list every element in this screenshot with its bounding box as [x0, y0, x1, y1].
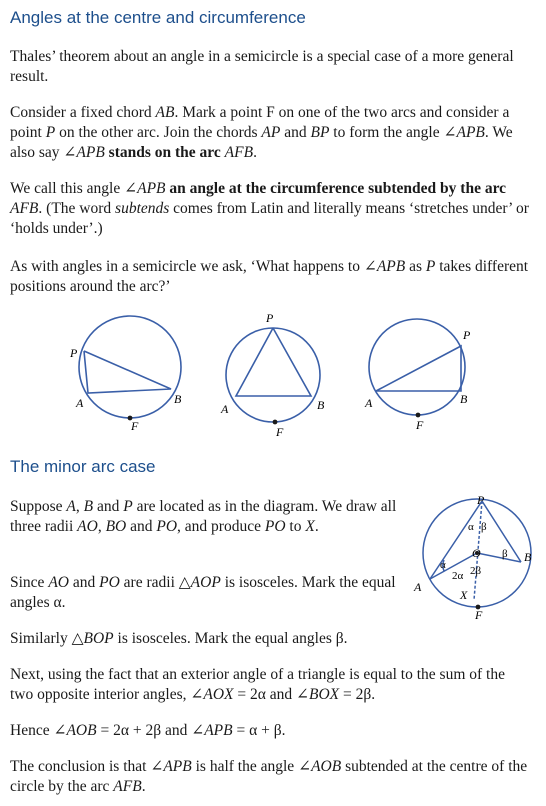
paragraph-question: As with angles in a semicircle we ask, ‘What happens to ∠APB as P takes different positions around the arc?’ [10, 258, 529, 295]
label-alpha-top: α [468, 521, 474, 533]
circle-diagram-3 [369, 319, 465, 415]
page-title: Angles at the centre and circumference [10, 8, 306, 27]
paragraph-hence: Hence ∠AOB = 2α + 2β and ∠APB = α + β. [10, 722, 286, 739]
label-f-3: F [416, 418, 424, 432]
label-f-2: F [276, 425, 284, 439]
label-p-minor: P [477, 493, 485, 507]
label-two-alpha: 2α [452, 570, 464, 582]
label-f-minor: F [475, 608, 483, 622]
arc-positions-figure [0, 305, 546, 445]
paragraph-isosceles-aop: Since AO and PO are radii △AOP is isosceles. Mark the equal angles α. [10, 574, 396, 611]
label-a-1: A [76, 396, 84, 410]
label-x: X [460, 588, 468, 602]
label-b-3: B [460, 392, 468, 406]
paragraph-isosceles-bop: Similarly △BOP is isosceles. Mark the equal angles β. [10, 630, 348, 647]
label-p-3: P [463, 328, 471, 342]
label-two-beta: 2β [470, 565, 482, 577]
label-b-minor: B [524, 550, 532, 564]
paragraph-chord: Consider a fixed chord AB. Mark a point F on one of the two arcs and consider a point P on the other arc. Join the chords AP and BP to form the angle ∠APB. We also say ∠APB stands on the arc AFB. [10, 104, 513, 161]
label-alpha-left: α [440, 559, 446, 571]
circle-diagram-2 [226, 328, 320, 422]
label-a-minor: A [414, 580, 422, 594]
paragraph-exterior-angle: Next, using the fact that an exterior angle of a triangle is equal to the sum of the two opposite interior angles, ∠AOX = 2α and ∠BOX = 2β. [10, 666, 505, 703]
point-f-2 [273, 420, 278, 425]
label-a-2: A [221, 402, 229, 416]
label-p-1: P [70, 346, 78, 360]
paragraph-definition: We call this angle ∠APB an angle at the circumference subtended by the arc AFB. (The word subtends comes from Latin and literally means ‘stretches under’ or ‘holds under’.) [10, 180, 529, 237]
label-o: O [472, 546, 481, 560]
point-f-3 [416, 413, 421, 418]
label-beta-top: β [481, 521, 487, 533]
label-a-3: A [365, 396, 373, 410]
label-beta-right: β [502, 548, 508, 560]
paragraph-conclusion: The conclusion is that ∠APB is half the angle ∠AOB subtended at the centre of the circle by the arc AFB. [10, 758, 528, 795]
section-heading-minor-arc: The minor arc case [10, 457, 156, 476]
label-b-1: B [174, 392, 182, 406]
label-b-2: B [317, 398, 325, 412]
paragraph-intro: Thales’ theorem about an angle in a semicircle is a special case of a more general result. [10, 48, 514, 85]
circle-diagram-1 [79, 316, 181, 418]
label-p-2: P [266, 311, 274, 325]
minor-arc-diagram [408, 490, 544, 622]
paragraph-setup: Suppose A, B and P are located as in the diagram. We draw all three radii AO, BO and PO, and produce PO to X. [10, 498, 397, 535]
label-f-1: F [131, 419, 139, 433]
